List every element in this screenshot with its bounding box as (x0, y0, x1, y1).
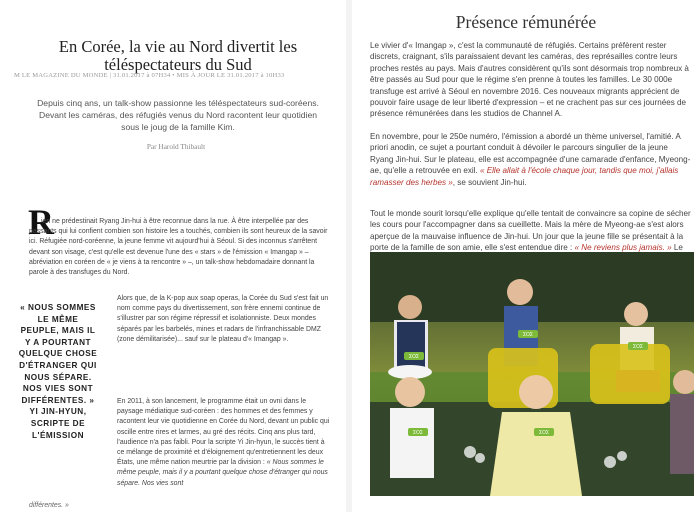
talk-show-photo (370, 252, 694, 496)
badge-label: ΣΟΣ (408, 354, 420, 360)
badge-label: ΣΟΣ (412, 430, 424, 436)
person-woman-right-edge (670, 370, 694, 474)
inline-quote: « Elle allait à l'école chaque jour, tandis que moi, j'allais ramasser des herbes » (370, 166, 679, 187)
drop-cap: R (28, 202, 54, 242)
section-paragraph-1: Le vivier d'« Imangap », c'est la communauté de réfugiés. Certains préfèrent rester discrets, craignant, s'ils paraissaient devant les caméras, des représailles contre leurs proches restés au pays. Mais d'autres considèrent qu'ils sont désormais trop nombreux à être passés au Sud pour que le régime s'en prenne à toutes les familles. Le 30 000e transfuge est arrivé à Séoul en novembre 2016. Ces nouveaux migrants apprécient de pouvoir faire usage de leur liberté d'expression – et ne crachent pas sur ces journées de présence rémunérées dans les studios de Channel A. (370, 41, 689, 119)
paragraph-continuation: différentes. » (29, 502, 69, 509)
inline-quote: « Ne reviens plus jamais. » (574, 243, 672, 253)
paragraph-text: ien ne prédestinait Ryang Jin-hui à être reconnue dans la rue. À être interpellée par des passants qui lui confient combien son histoire les a touchés, combien ils sont heureux de la savoir ici. Réfugiée nord-coréenne, la jeune femme vit aujourd'hui à Séoul. Si des inconnus s'arrêtent devant son visage, c'est qu'elle est devenue l'une des « stars » de l'émission « Imangap » – abréviation en coréen de « je viens à ta rencontre » –, un talk-show hebdomadaire donnant la parole à des transfuges du Nord. (29, 218, 328, 277)
paragraph-text: , se souvient Jin-hui. (452, 177, 527, 187)
inline-quote: « Nous sommes le même peuple, mais il y a pourtant quelque chose d'étranger qui nous sépare. Nos vies sont (117, 459, 328, 487)
article-paragraph-1 (29, 217, 329, 278)
article-title: En Corée, la vie au Nord divertit les téléspectateurs du Sud (58, 37, 298, 74)
pull-quote: « NOUS SOMMES LE MÊME PEUPLE, MAIS IL Y A POURTANT QUELQUE CHOSE D'ÉTRANGER QUI NOUS SÉPARE. NOS VIES SONT DIFFÉRENTES. » YI JIN-HYUN, SCRIPTE DE L'ÉMISSION (18, 303, 98, 440)
article-paragraph-3 (117, 397, 330, 489)
badge-label: ΣΟΣ (632, 344, 644, 350)
paragraph-text: Tout le monde sourit lorsqu'elle explique qu'elle tentait de convaincre sa copine de sécher les cours pour l'accompagner dans sa cueillette. Mais la mère de Myeong-ae s'est alors aperçue de la mauvaise influence de Jin-hui. Un jour que la jeune fille se présentait à la porte de la famille de son amie, elle s'est entendue dire : (370, 209, 691, 253)
article-meta: M LE MAGAZINE DU MONDE | 31.01.2017 à 07H34 • MIS À JOUR LE 31.01.2017 à 10H33 (14, 72, 285, 79)
section-paragraph-2 (370, 131, 692, 188)
section-title: Présence rémunérée (455, 12, 597, 32)
article-lede: Depuis cinq ans, un talk-show passionne les téléspectateurs sud-coréens. Devant les caméras, des réfugiés venus du Nord racontent leur quotidien sous le joug de la famille Kim. (37, 98, 319, 133)
badge-label: ΣΟΣ (538, 430, 550, 436)
paragraph-text: Le (673, 243, 683, 253)
badge-label: ΣΟΣ (522, 332, 534, 338)
article-author[interactable]: Par Harold Thibault (146, 142, 206, 151)
article-paragraph-2: Alors que, de la K-pop aux soap operas, la Corée du Sud s'est fait un nom comme pays du divertissement, son frère ennemi continue de s'illustrer par son régime répressif et isolationniste. Deux mondes séparés par les barbelés, mines et radars de l'infranchissable DMZ (zone démilitarisée)... sauf sur le plateau d'« Imangap ». (117, 295, 329, 343)
paragraph-text: En novembre, pour le 250e numéro, l'émission a abordé un thème universel, l'amitié. A priori anodin, ce sujet a pourtant conduit à dévoiler le parcours singulier de la jeune Ryang Jin-hui. Sur le plateau, elle est accompagnée d'une camarade d'enfance, Myeong-ae, qu'elle a retrouvée en exil. (370, 132, 691, 176)
paragraph-text: En 2011, à son lancement, le programme était un ovni dans le paysage médiatique sud-coréen : des hommes et des femmes y racontent leur vie quotidienne en Corée du Nord, devant un public qui oscille entre rires et larmes, au gré des récits. Cinq ans plus tard, l'audience n'a pas faibli. Pour la scripte Yi Jin-hyun, le succès tient à ce mélange de proximité et d'éloignement qu'entretiennent les deux États, une même nation meurtrie par la division : (117, 398, 330, 467)
